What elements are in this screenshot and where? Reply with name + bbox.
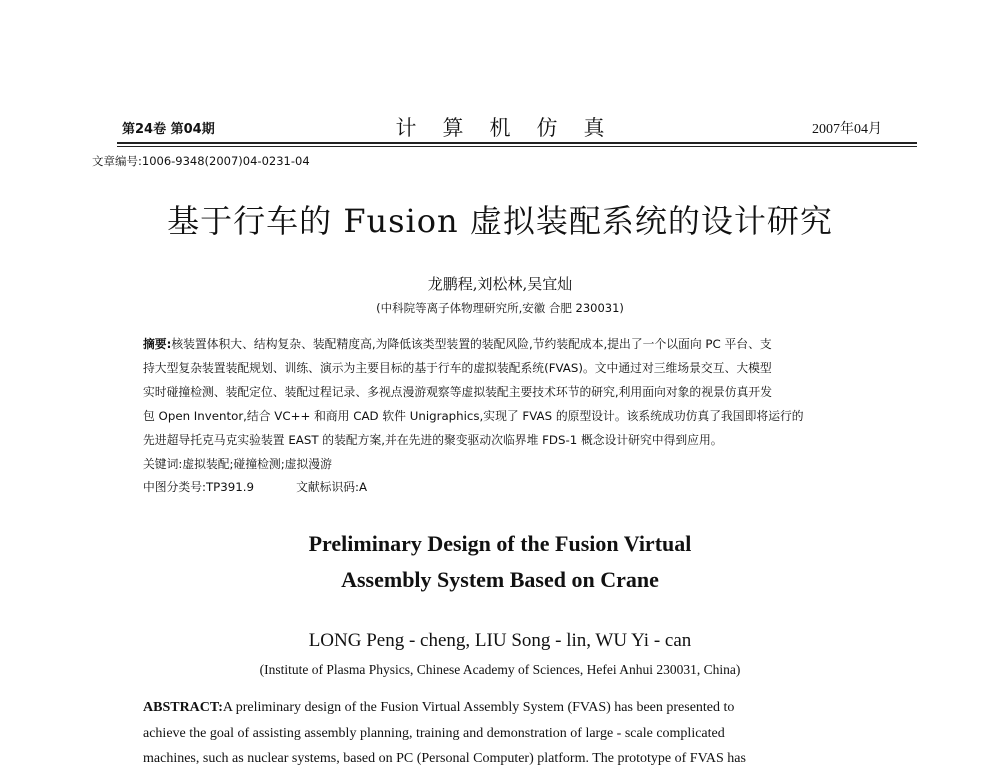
header-rule-thin (117, 146, 917, 147)
english-abstract-label: ABSTRACT: (143, 700, 223, 715)
chinese-authors: 龙鹏程,刘松林,吴宜灿 (427, 275, 573, 293)
english-abstract (143, 695, 859, 772)
running-header-volume: 第24卷 第04期 (122, 122, 215, 137)
chinese-abstract-label: 摘要: (143, 337, 172, 351)
running-header-journal: 计算机仿真 (395, 116, 631, 140)
chinese-abstract-line: 持大型复杂装置装配规划、训练、演示为主要目标的基于行车的虚拟装配系统(FVAS)。文中通过对三维场景交互、大模型 (143, 361, 772, 375)
english-title-line-1: Preliminary Design of the Fusion Virtual (308, 531, 692, 556)
classification-row (143, 478, 409, 495)
classification-number: 中图分类号:TP391.9 (143, 480, 255, 494)
running-header-date: 2007年04月 (812, 122, 882, 137)
english-title-line-2: Assembly System Based on Crane (341, 567, 659, 592)
chinese-title: 基于行车的 Fusion 虚拟装配系统的设计研究 (167, 202, 833, 240)
chinese-affiliation: (中科院等离子体物理研究所,安徽 合肥 230031) (376, 301, 624, 315)
english-title (0, 526, 1000, 598)
chinese-abstract-line: 摘要:核装置体积大、结构复杂、装配精度高,为降低该类型装置的装配风险,节约装配成本,提出了一个以面向 PC 平台、支 (143, 337, 772, 351)
english-abstract-line: machines, such as nuclear systems, based on PC (Personal Computer) platform. The prototype of FVAS has (143, 751, 746, 766)
article-number: 文章编号:1006-9348(2007)04-0231-04 (92, 154, 310, 168)
chinese-keywords: 关键词:虚拟装配;碰撞检测;虚拟漫游 (143, 457, 332, 471)
english-affiliation: (Institute of Plasma Physics, Chinese Academy of Sciences, Hefei Anhui 230031, China) (259, 662, 741, 677)
chinese-abstract-line: 实时碰撞检测、装配定位、装配过程记录、多视点漫游观察等虚拟装配主要技术环节的研究,利用面向对象的视景仿真开发 (143, 385, 772, 399)
chinese-abstract-line: 包 Open Inventor,结合 VC++ 和商用 CAD 软件 Unigraphics,实现了 FVAS 的原型设计。该系统成功仿真了我国即将运行的 (143, 409, 804, 423)
chinese-abstract-line: 先进超导托克马克实验装置 EAST 的装配方案,并在先进的聚变驱动次临界堆 FDS-1 概念设计研究中得到应用。 (143, 433, 723, 447)
english-abstract-line: ABSTRACT:A preliminary design of the Fusion Virtual Assembly System (FVAS) has been presented to (143, 700, 735, 715)
header-rule-thick (117, 142, 917, 144)
english-authors: LONG Peng - cheng, LIU Song - lin, WU Yi - can (308, 630, 692, 651)
english-abstract-line: achieve the goal of assisting assembly planning, training and demonstration of large - scale complicated (143, 725, 725, 741)
document-code: 文献标识码:A (296, 480, 368, 494)
chinese-abstract (143, 332, 863, 452)
